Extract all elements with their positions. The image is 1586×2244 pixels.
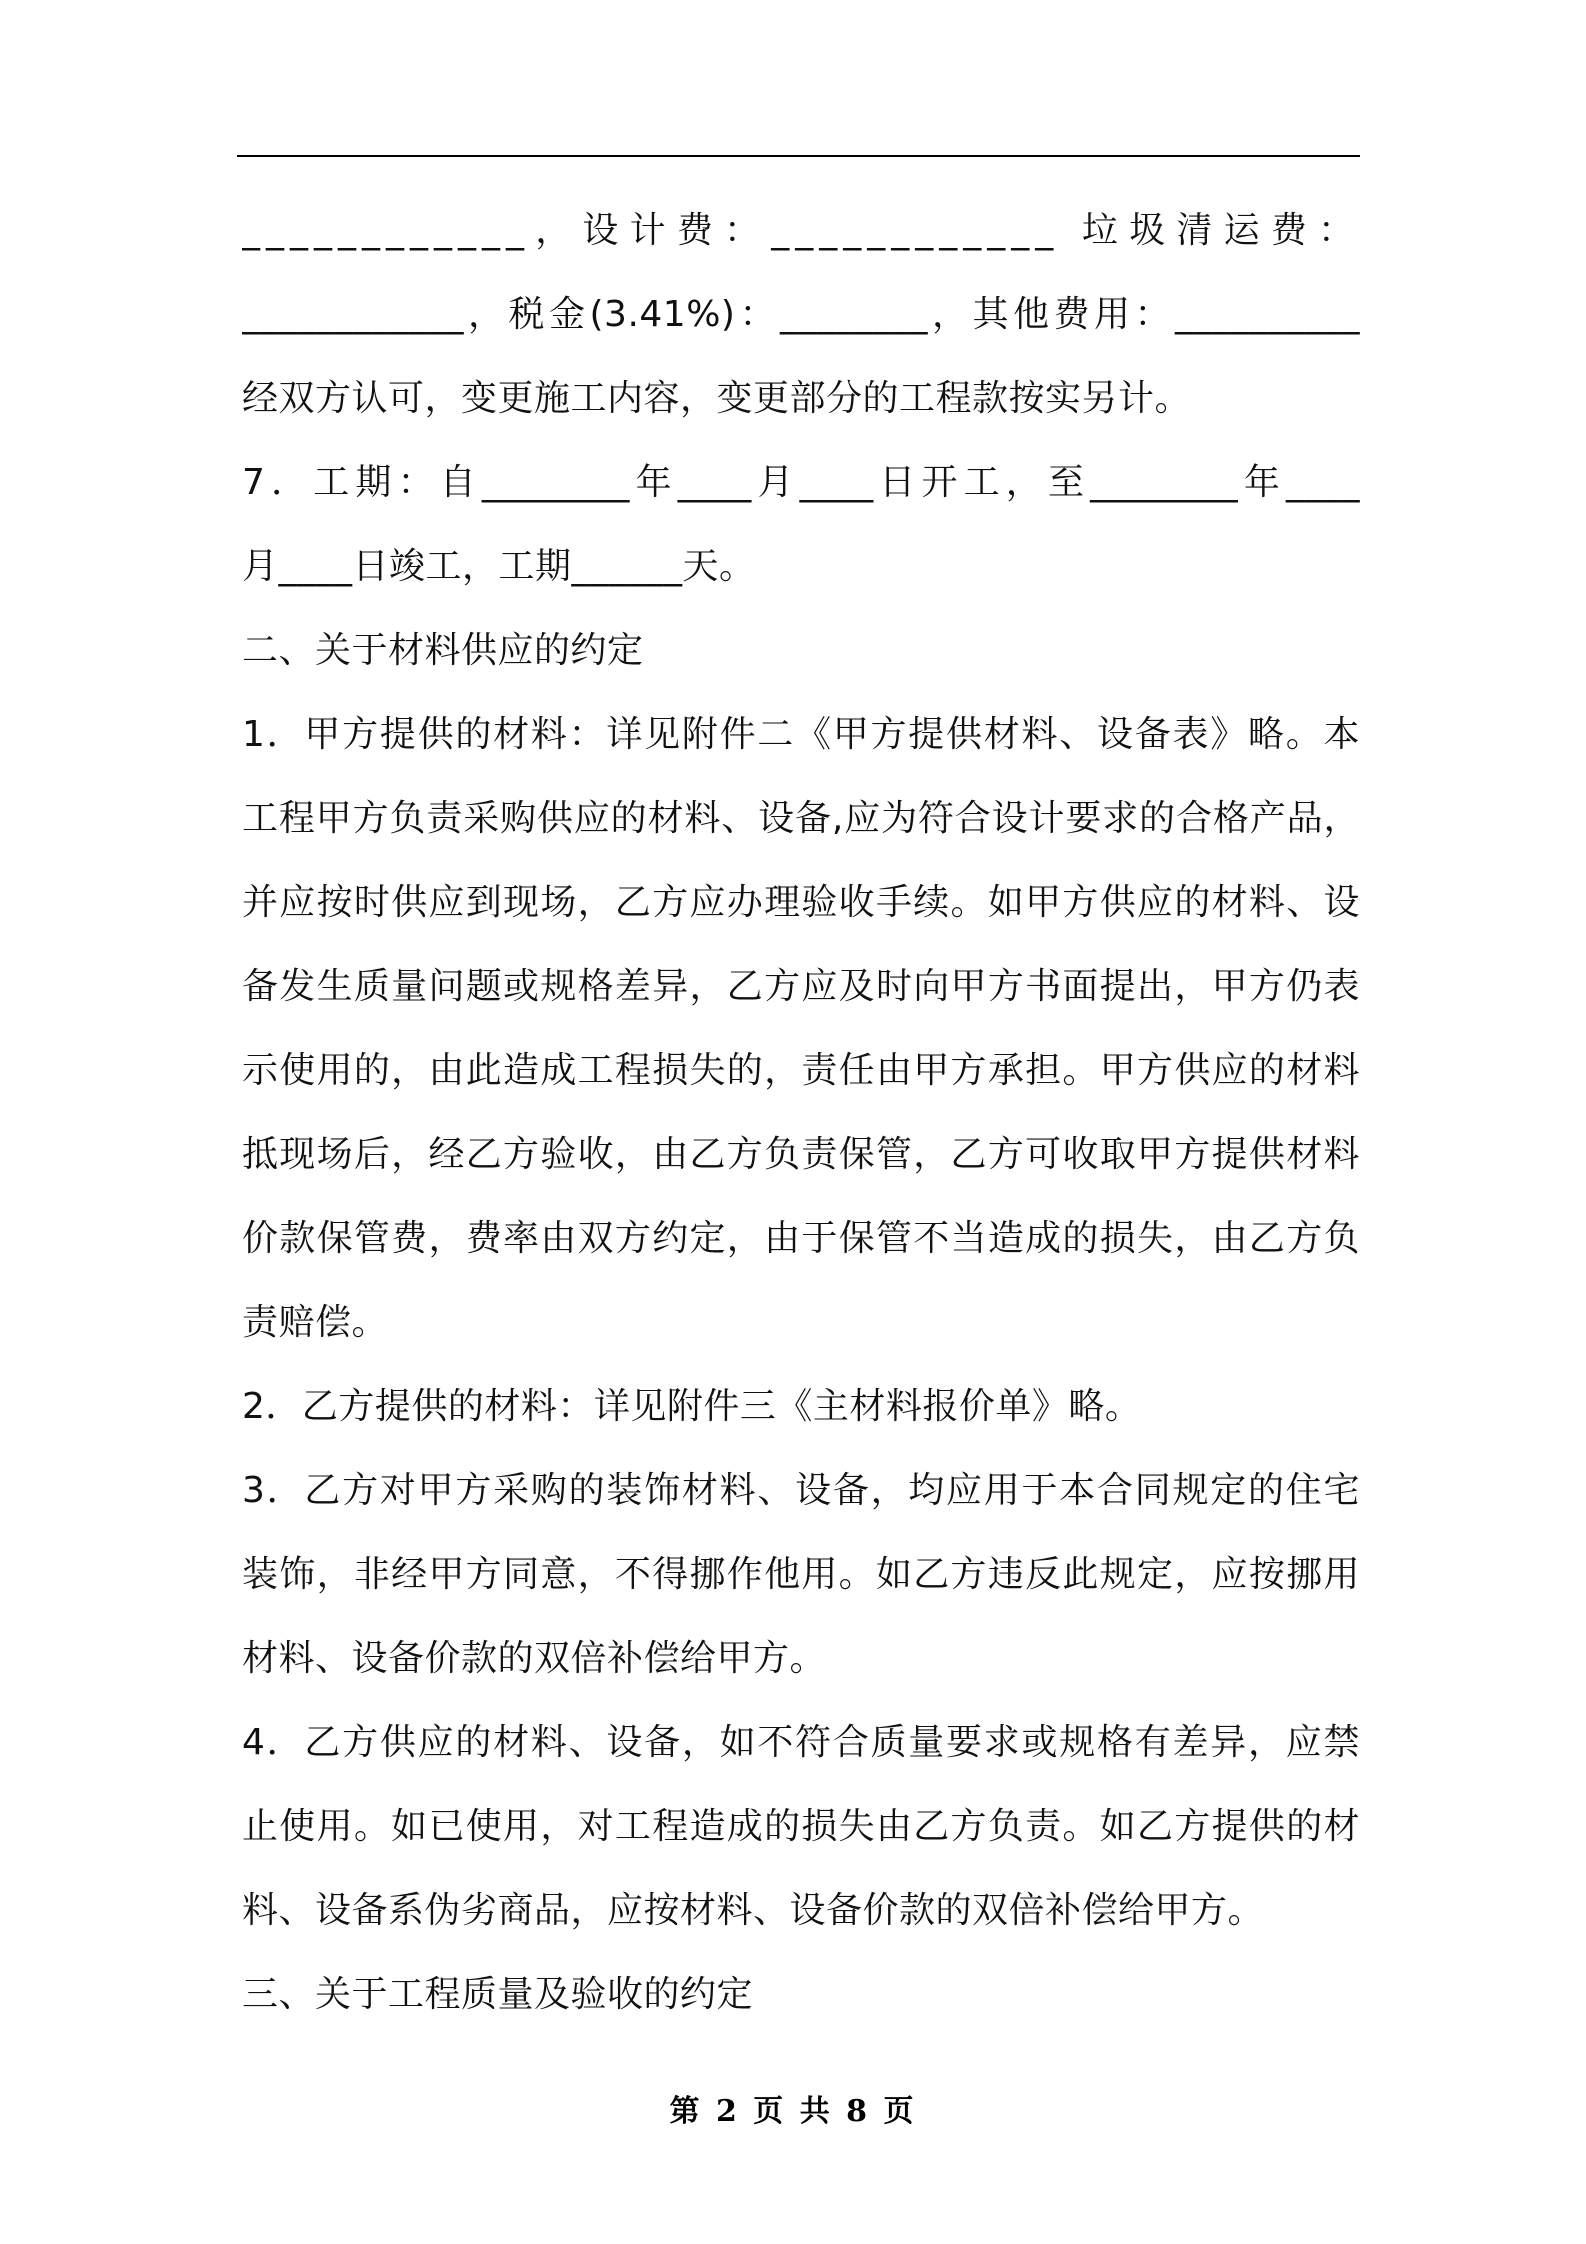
- text-line: 价款保管费，费率由双方约定，由于保管不当造成的损失，由乙方负: [242, 1218, 1360, 1259]
- text-line: 7．工期：自________年____月____日开工，至________年____: [242, 462, 1360, 503]
- text-line: 2．乙方提供的材料：详见附件三《主材料报价单》略。: [242, 1386, 1142, 1427]
- text-line: 3．乙方对甲方采购的装饰材料、设备，均应用于本合同规定的住宅: [242, 1470, 1360, 1511]
- text-line: 止使用。如已使用，对工程造成的损失由乙方负责。如乙方提供的材: [242, 1806, 1360, 1847]
- document-body: [242, 198, 1360, 2046]
- header-divider: [237, 155, 1360, 157]
- text-line: ____________，设计费：____________ 垃圾清运费：: [242, 210, 1360, 251]
- text-line: 料、设备系伪劣商品，应按材料、设备价款的双倍补偿给甲方。: [242, 1890, 1265, 1931]
- text-line: 责赔偿。: [242, 1302, 389, 1343]
- text-line: 月____日竣工，工期______天。: [242, 546, 756, 587]
- text-line: 并应按时供应到现场，乙方应办理验收手续。如甲方供应的材料、设: [242, 882, 1360, 923]
- text-line: 装饰，非经甲方同意，不得挪作他用。如乙方违反此规定，应按挪用: [242, 1554, 1360, 1595]
- text-line: 抵现场后，经乙方验收，由乙方负责保管，乙方可收取甲方提供材料: [242, 1134, 1360, 1175]
- section-heading: 三、关于工程质量及验收的约定: [242, 1974, 754, 2015]
- text-line: 工程甲方负责采购供应的材料、设备,应为符合设计要求的合格产品，: [242, 798, 1360, 839]
- text-line: 材料、设备价款的双倍补偿给甲方。: [242, 1638, 827, 1679]
- text-line: 经双方认可，变更施工内容，变更部分的工程款按实另计。: [242, 378, 1192, 419]
- text-line: 备发生质量问题或规格差异，乙方应及时向甲方书面提出，甲方仍表: [242, 966, 1360, 1007]
- text-line: 1．甲方提供的材料：详见附件二《甲方提供材料、设备表》略。本: [242, 714, 1360, 755]
- section-heading: 二、关于材料供应的约定: [242, 630, 644, 671]
- page-number-footer: 第 2 页 共 8 页: [669, 2094, 917, 2129]
- text-line: ____________，税金(3.41%)：________，其他费用：__________: [242, 294, 1360, 335]
- text-line: 示使用的，由此造成工程损失的，责任由甲方承担。甲方供应的材料: [242, 1050, 1360, 1091]
- text-line: 4．乙方供应的材料、设备，如不符合质量要求或规格有差异，应禁: [242, 1722, 1360, 1763]
